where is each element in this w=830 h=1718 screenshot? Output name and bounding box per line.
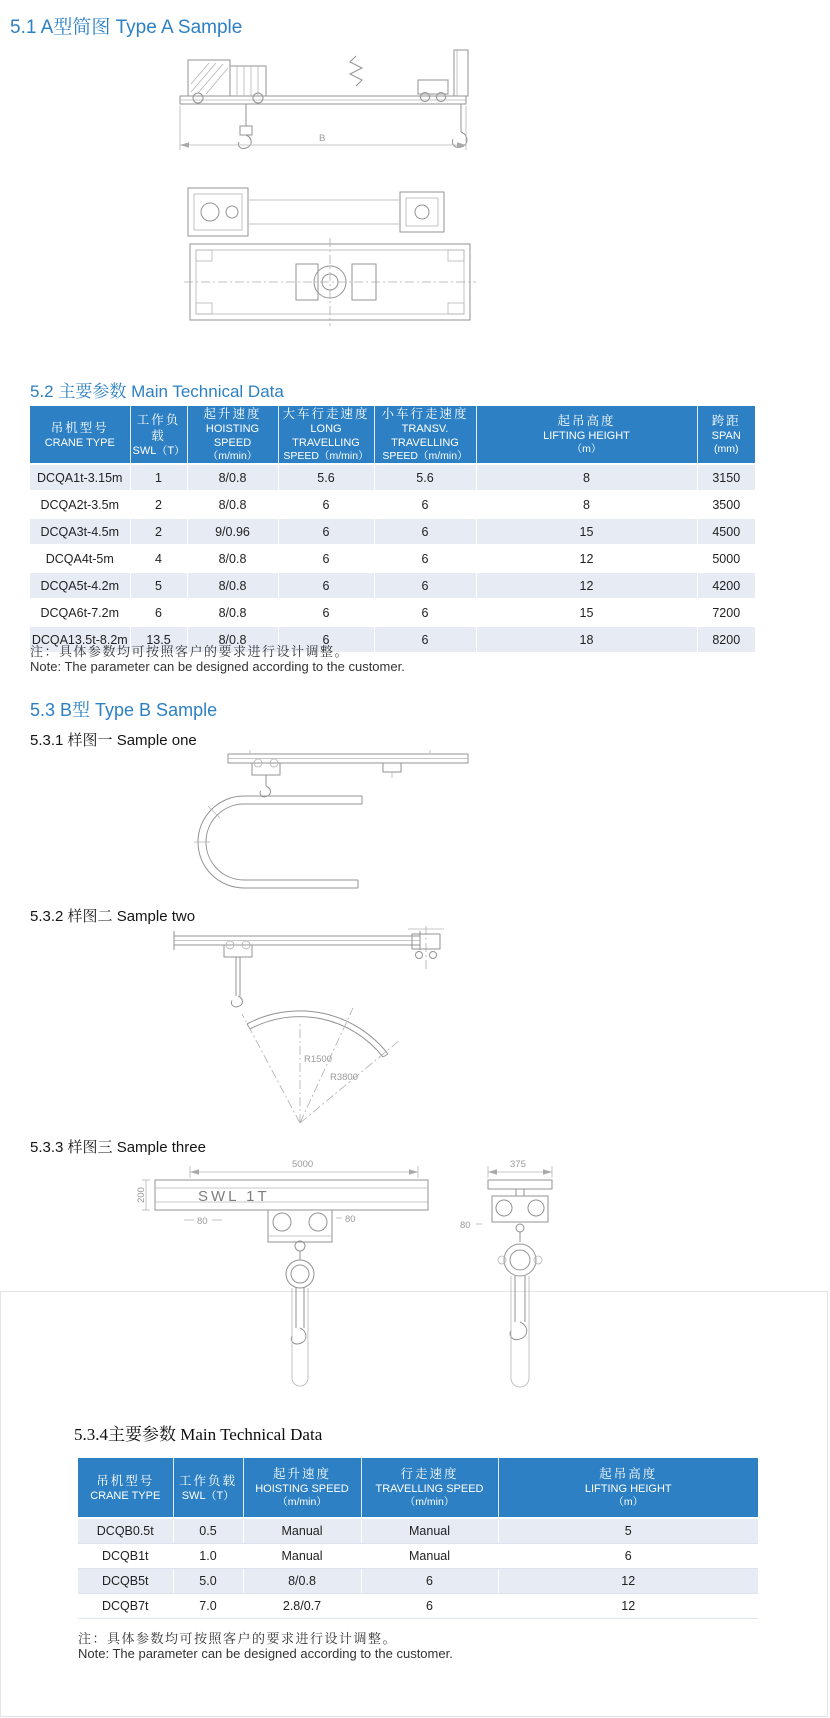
cell: 7.0 xyxy=(173,1594,243,1619)
beam-end-view xyxy=(488,1180,552,1242)
dim-label-80-right: 80 xyxy=(460,1220,471,1231)
cell: 12 xyxy=(476,572,697,599)
table-row xyxy=(30,464,755,491)
table-row xyxy=(30,491,755,518)
cell: 9/0.96 xyxy=(187,518,278,545)
section-53-title: 5.3 B型 Type B Sample xyxy=(30,700,218,720)
cell: 15 xyxy=(476,518,697,545)
cell-crane-type: DCQA4t-5m xyxy=(30,545,130,572)
header-lifting-height xyxy=(476,406,697,464)
note-en-b: Note: The parameter can be designed according to the customer. xyxy=(78,1646,453,1661)
dimension-80-right xyxy=(460,1220,482,1231)
cell: 5 xyxy=(130,572,187,599)
cell: 2.8/0.7 xyxy=(243,1594,361,1619)
cell: 5 xyxy=(498,1518,758,1544)
radius-label-r1500: R1500 xyxy=(304,1054,332,1065)
section-534-title: 5.3.4主要参数 Main Technical Data xyxy=(74,1425,323,1444)
header-unit: （m/min） xyxy=(207,450,258,462)
end-trolley xyxy=(418,80,448,102)
curved-track xyxy=(194,796,362,888)
header-unit: （m/min） xyxy=(404,1496,455,1508)
table-header-row xyxy=(30,406,755,464)
cell: 7200 xyxy=(712,605,741,620)
cell: 15 xyxy=(476,599,697,626)
cell: 6 xyxy=(278,572,374,599)
dim-label-375: 375 xyxy=(510,1159,526,1170)
header-unit: SPEED（m/min） xyxy=(382,450,468,462)
table-row xyxy=(30,572,755,599)
header-zh: 小车行走速度 xyxy=(381,407,469,421)
dim-label-b: B xyxy=(319,133,326,144)
cell: 4500 xyxy=(712,524,741,539)
header-swl xyxy=(173,1458,243,1518)
cell-crane-type: DCQA5t-4.2m xyxy=(30,572,130,599)
header-en: HOISTING SPEED xyxy=(205,423,260,449)
cell: 6 xyxy=(278,545,374,572)
note-en-a: Note: The parameter can be designed according to the customer. xyxy=(30,659,405,674)
curve-arc xyxy=(247,1011,388,1057)
tech-table-a xyxy=(30,406,755,654)
header-en: HOISTING SPEED xyxy=(255,1483,349,1495)
cell-crane-type: DCQA6t-7.2m xyxy=(30,599,130,626)
header-long-travelling xyxy=(278,406,374,464)
header-zh: 起吊高度 xyxy=(599,1467,658,1481)
cell: 8/0.8 xyxy=(187,464,278,491)
chain-hoist-side xyxy=(286,1260,314,1386)
cell: 0.5 xyxy=(173,1518,243,1544)
header-zh: 行走速度 xyxy=(400,1467,459,1481)
cell: 6 xyxy=(130,599,187,626)
header-unit: （m/min） xyxy=(277,1496,327,1508)
section-531-title: 5.3.1 样图一 Sample one xyxy=(30,732,197,749)
cell: 8/0.8 xyxy=(187,572,278,599)
table-row xyxy=(30,545,755,572)
left-end-unit xyxy=(188,188,248,236)
tech-table-b xyxy=(78,1458,758,1619)
cell: 8 xyxy=(476,464,697,491)
bridge-beam xyxy=(180,96,466,104)
header-en: CRANE TYPE xyxy=(44,436,115,449)
drawing-sample-one xyxy=(180,750,470,900)
table-row xyxy=(30,518,755,545)
header-zh: 起升速度 xyxy=(272,1467,331,1481)
cell: 6 xyxy=(374,599,476,626)
cell: Manual xyxy=(243,1518,361,1544)
header-en: LIFTING HEIGHT xyxy=(584,1483,672,1495)
table-row xyxy=(30,599,755,626)
cell: 6 xyxy=(374,572,476,599)
header-zh: 吊机型号 xyxy=(96,1473,155,1488)
header-zh: 大车行走速度 xyxy=(282,407,370,421)
drawing-type-a-front xyxy=(178,44,478,174)
dimension-375 xyxy=(488,1159,552,1178)
cell: 6 xyxy=(278,599,374,626)
right-end-unit xyxy=(400,192,444,232)
header-travelling-speed xyxy=(361,1458,498,1518)
header-en: CRANE TYPE xyxy=(90,1489,161,1502)
drawing-sample-two xyxy=(162,926,502,1138)
header-zh: 起升速度 xyxy=(203,407,262,421)
cell: 8/0.8 xyxy=(187,599,278,626)
cell: 6 xyxy=(278,491,374,518)
header-crane-type xyxy=(30,406,130,464)
cell: 8/0.8 xyxy=(187,626,278,653)
header-unit: SPEED（m/min） xyxy=(283,450,369,462)
cell: 3500 xyxy=(712,497,741,512)
cell: 6 xyxy=(361,1569,498,1594)
drawing-type-a-plan xyxy=(180,184,480,334)
table-row xyxy=(78,1518,758,1544)
header-hoisting-speed xyxy=(187,406,278,464)
cell: 5.0 xyxy=(173,1569,243,1594)
cell: 8/0.8 xyxy=(187,545,278,572)
dimension-80-left xyxy=(184,1216,222,1227)
cell: 6 xyxy=(278,626,374,653)
cell: 6 xyxy=(374,626,476,653)
beam-side-view xyxy=(155,1180,428,1210)
header-en: SWL（T） xyxy=(132,444,186,457)
hoist-trolley xyxy=(252,759,280,797)
festoon-spring xyxy=(350,56,362,86)
runway-beam xyxy=(228,750,468,763)
header-crane-type xyxy=(78,1458,173,1518)
dim-label-200: 200 xyxy=(136,1187,147,1203)
radius-lines xyxy=(242,1008,400,1123)
runway-beam xyxy=(174,931,420,950)
section-532-title: 5.3.2 样图二 Sample two xyxy=(30,908,196,925)
header-swl xyxy=(130,406,187,464)
header-zh: 起吊高度 xyxy=(557,414,616,428)
cell: 12 xyxy=(498,1594,758,1619)
header-en: TRANSV. TRAVELLING xyxy=(391,423,459,449)
cell: 5000 xyxy=(712,551,741,566)
swl-label: SWL 1T xyxy=(198,1188,270,1205)
header-zh: 跨距 xyxy=(711,414,741,428)
cell: 4 xyxy=(130,545,187,572)
drawing-sample-three xyxy=(136,1146,580,1396)
dim-label-5000: 5000 xyxy=(292,1159,314,1170)
cell: 5.6 xyxy=(374,464,476,491)
table-row xyxy=(78,1569,758,1594)
header-zh: 吊机型号 xyxy=(50,420,109,435)
cell-crane-type: DCQA1t-3.15m xyxy=(30,464,130,491)
note-zh-b: 注：具体参数均可按照客户的要求进行设计调整。 xyxy=(78,1631,398,1646)
cell: 12 xyxy=(476,545,697,572)
cell: 12 xyxy=(498,1569,758,1594)
header-unit: （m） xyxy=(571,443,602,455)
header-span xyxy=(697,406,755,464)
cell: 8 xyxy=(476,491,697,518)
header-en: SPAN xyxy=(711,430,741,442)
dim-label-80-left: 80 xyxy=(197,1216,208,1227)
cell-crane-type: DCQA2t-3.5m xyxy=(30,491,130,518)
cell: 2 xyxy=(130,491,187,518)
cell: Manual xyxy=(361,1544,498,1569)
cell: 1.0 xyxy=(173,1544,243,1569)
cell-crane-type: DCQB1t xyxy=(78,1544,173,1569)
header-unit: (mm) xyxy=(714,443,739,455)
cell: 6 xyxy=(278,518,374,545)
hoist-trolley xyxy=(224,941,252,1007)
cross-section-detail xyxy=(408,926,444,972)
cell: 8/0.8 xyxy=(243,1569,361,1594)
header-zh: 工作负载 xyxy=(136,412,181,443)
header-unit: （m） xyxy=(613,1496,644,1508)
header-zh: 工作负载 xyxy=(178,1473,237,1488)
dimension-200 xyxy=(136,1180,150,1210)
runway-rails xyxy=(248,200,400,224)
cell: 2 xyxy=(130,518,187,545)
dim-label-80-mid: 80 xyxy=(345,1214,356,1225)
cell: 18 xyxy=(476,626,697,653)
cell: 6 xyxy=(498,1544,758,1569)
cell: 6 xyxy=(361,1594,498,1619)
header-en: LONG TRAVELLING xyxy=(292,423,360,449)
cell: 6 xyxy=(374,545,476,572)
cell: 8/0.8 xyxy=(187,491,278,518)
cell-crane-type: DCQB0.5t xyxy=(78,1518,173,1544)
cell: Manual xyxy=(361,1518,498,1544)
cell: 8200 xyxy=(712,632,741,647)
dimension-5000 xyxy=(190,1159,418,1178)
table-row xyxy=(78,1544,758,1569)
header-en: LIFTING HEIGHT xyxy=(543,430,630,442)
header-lifting-height xyxy=(498,1458,758,1518)
cell: 6 xyxy=(374,518,476,545)
header-en: TRAVELLING SPEED xyxy=(375,1483,484,1495)
cell-crane-type: DCQB5t xyxy=(78,1569,173,1594)
radius-label-r3800: R3800 xyxy=(330,1072,358,1083)
cell: 4200 xyxy=(712,578,741,593)
table-row xyxy=(78,1594,758,1619)
center-lines xyxy=(184,238,476,326)
note-zh-a: 注：具体参数均可按照客户的要求进行设计调整。 xyxy=(30,644,350,659)
cell: 3150 xyxy=(712,470,741,485)
cell: 6 xyxy=(374,491,476,518)
dimension-80-mid xyxy=(336,1214,356,1225)
chain-hoist-front xyxy=(498,1244,542,1387)
section-52-title: 5.2 主要参数 Main Technical Data xyxy=(30,382,284,401)
cell: 5.6 xyxy=(278,464,374,491)
cell-crane-type: DCQB7t xyxy=(78,1594,173,1619)
cell: 13.5 xyxy=(130,626,187,653)
second-trolley xyxy=(383,763,401,778)
cell-crane-type: DCQA3t-4.5m xyxy=(30,518,130,545)
section-51-title: 5.1 A型简图 Type A Sample xyxy=(10,17,243,38)
cell: 1 xyxy=(130,464,187,491)
trolley-side-view xyxy=(268,1210,332,1260)
cell: Manual xyxy=(243,1544,361,1569)
header-en: SWL（T） xyxy=(181,1489,235,1502)
dimension-b xyxy=(180,106,466,150)
cell-crane-type: DCQA13.5t-8.2m xyxy=(30,626,130,653)
section-533-title: 5.3.3 样图三 Sample three xyxy=(30,1139,206,1156)
header-hoisting-speed xyxy=(243,1458,361,1518)
header-transv-travelling xyxy=(374,406,476,464)
table-header-row xyxy=(78,1458,758,1518)
